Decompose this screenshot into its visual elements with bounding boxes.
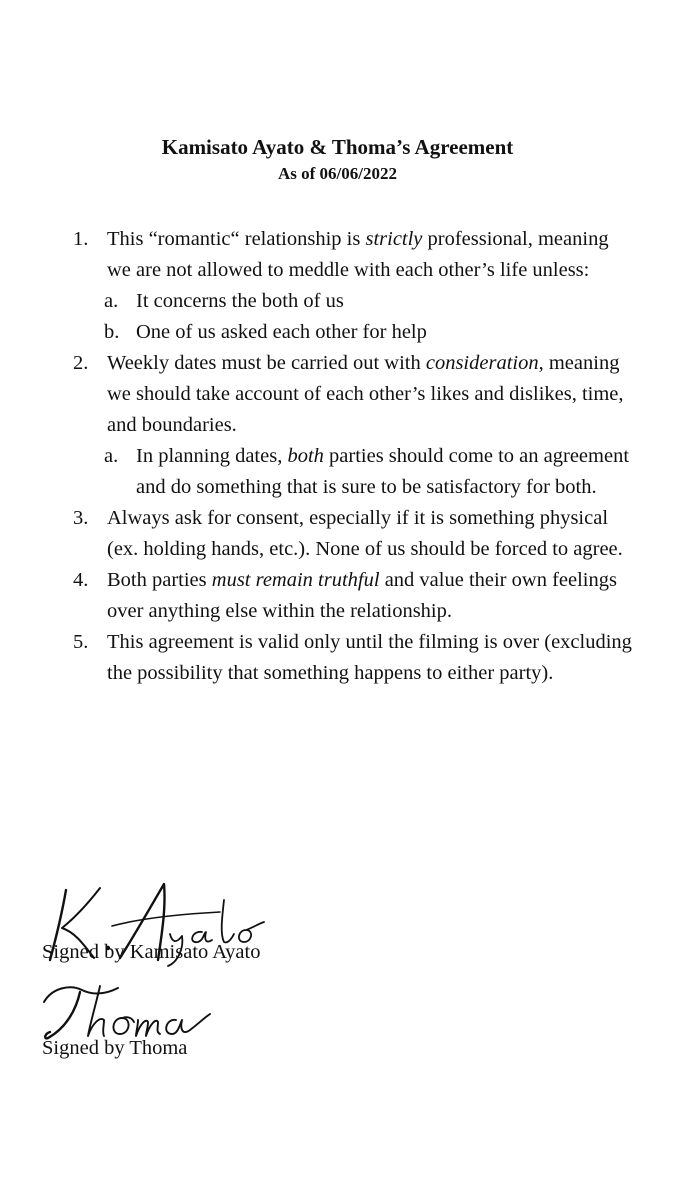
clause-text-part: Both parties bbox=[107, 569, 212, 591]
subclause-text-part: In planning dates, bbox=[136, 445, 288, 467]
clause-number: 2. bbox=[73, 352, 89, 374]
clause-text-part: Weekly dates must be carried out with bbox=[107, 352, 426, 374]
clause-2-sub-a bbox=[73, 441, 633, 503]
clause-text-part: and value their own feelings over anything else within the relationship. bbox=[107, 569, 617, 622]
clause-text bbox=[107, 352, 624, 436]
clause-4 bbox=[73, 565, 633, 627]
clause-text: This agreement is valid only until the filming is over (excluding the possibility that something happens to either party). bbox=[107, 631, 632, 684]
clause-text-part: This “romantic“ relationship is bbox=[107, 228, 366, 250]
subclause-emphasis: both bbox=[287, 445, 324, 467]
clause-text: Always ask for consent, especially if it is something physical (ex. holding hands, etc.). None of us should be forced to agree. bbox=[107, 507, 623, 560]
clause-emphasis: must remain truthful bbox=[211, 569, 380, 591]
subclause-letter: b. bbox=[104, 321, 120, 343]
clause-2 bbox=[73, 348, 633, 441]
clause-emphasis: strictly bbox=[365, 228, 423, 250]
subclause-text bbox=[136, 445, 629, 498]
clause-number: 3. bbox=[73, 507, 89, 529]
clause-3 bbox=[73, 503, 633, 565]
document-date: As of 06/06/2022 bbox=[278, 164, 397, 183]
clause-number: 5. bbox=[73, 631, 89, 653]
clause-list bbox=[73, 224, 633, 689]
clause-number: 1. bbox=[73, 228, 89, 250]
thoma-signature-block bbox=[42, 980, 362, 1065]
clause-emphasis: consideration bbox=[425, 352, 539, 374]
ayato-signature-block bbox=[42, 878, 362, 973]
clause-text bbox=[107, 228, 609, 281]
clause-1 bbox=[73, 224, 633, 286]
clause-text-part: professional, meaning we are not allowed to meddle with each other’s life unless: bbox=[107, 228, 609, 281]
subclause-text: One of us asked each other for help bbox=[136, 321, 427, 343]
clause-1-sub-a bbox=[73, 286, 633, 317]
clause-5 bbox=[73, 627, 633, 689]
ayato-signed-label: Signed by Kamisato Ayato bbox=[42, 941, 261, 963]
document-title: Kamisato Ayato & Thoma’s Agreement bbox=[161, 135, 514, 159]
subclause-letter: a. bbox=[104, 290, 119, 312]
clause-number: 4. bbox=[73, 569, 89, 591]
subclause-text-part: parties should come to an agreement and do something that is sure to be satisfactory for both. bbox=[136, 445, 630, 498]
thoma-signed-label: Signed by Thoma bbox=[42, 1037, 188, 1059]
clause-text-part: , meaning we should take account of each other’s likes and dislikes, time, and boundaries. bbox=[107, 352, 624, 436]
clause-text bbox=[107, 569, 617, 622]
clause-1-sub-b bbox=[73, 317, 633, 348]
subclause-letter: a. bbox=[104, 445, 119, 467]
subclause-text: It concerns the both of us bbox=[136, 290, 344, 312]
